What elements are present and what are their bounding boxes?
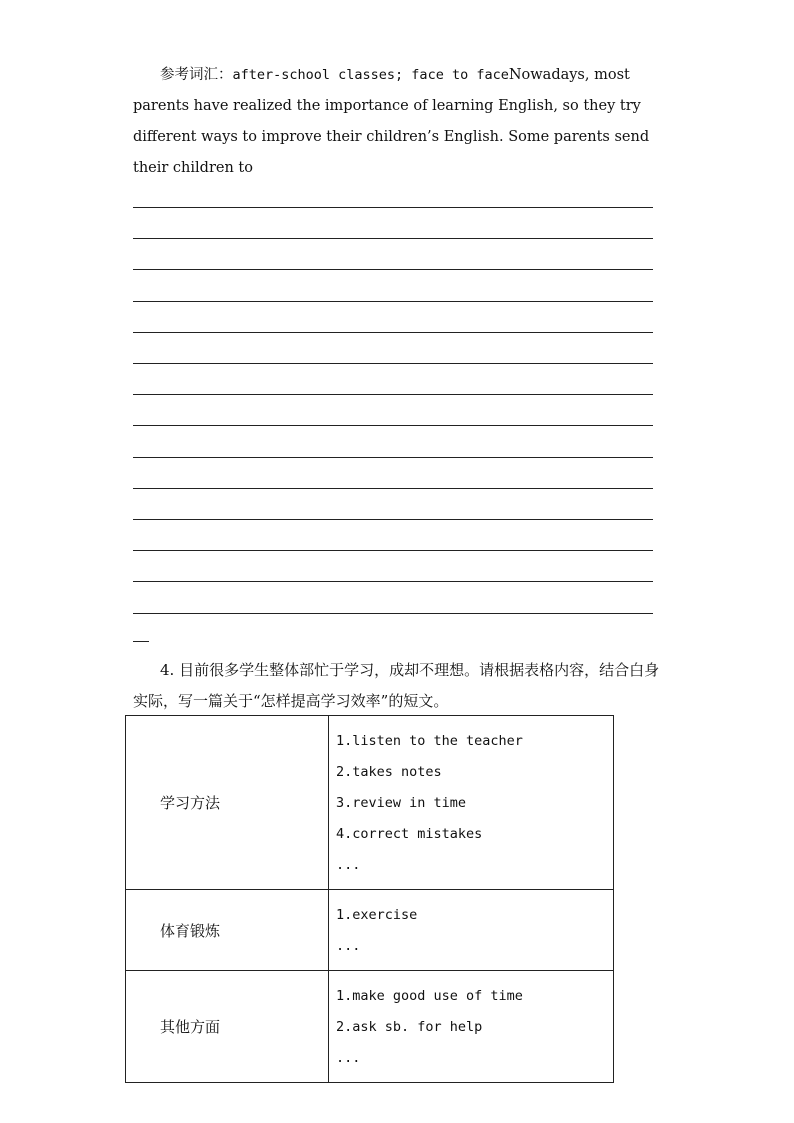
answer-line <box>133 363 653 364</box>
table-item: 4.correct mistakes <box>336 826 483 842</box>
table-item: 1.make good use of time <box>336 988 523 1004</box>
answer-line <box>133 207 653 208</box>
answer-line <box>133 269 653 270</box>
table-category: 体育锻炼 <box>126 890 329 971</box>
table-items <box>329 971 614 1083</box>
table-item: ... <box>336 938 361 954</box>
answer-line <box>133 457 653 458</box>
table-item: 2.ask sb. for help <box>336 1019 483 1035</box>
table-item: ... <box>336 857 361 873</box>
answer-line <box>133 550 653 551</box>
table-items <box>329 716 614 890</box>
table-items <box>329 890 614 971</box>
answer-line <box>133 425 653 426</box>
table-item: ... <box>336 1050 361 1066</box>
answer-line <box>133 488 653 489</box>
table-item: 3.review in time <box>336 795 467 811</box>
table-category: 学习方法 <box>126 716 329 890</box>
vocab-list: after-school classes; face to face <box>232 67 509 83</box>
answer-line <box>133 332 653 333</box>
task-text: 目前很多学生整体部忙于学习，成却不理想。请根据表格内容，结合白身实际，写一篇关于“怎样提高学习效率”的短文。 <box>133 661 660 710</box>
prompt-text: Nowadays, most parents have realized the importance of learning English, so they try different ways to improve their children’s English. Some parents send their children to <box>133 67 650 176</box>
answer-line-end <box>133 641 149 642</box>
prompt-paragraph <box>133 60 673 184</box>
table-item: 2.takes notes <box>336 764 442 780</box>
answer-line <box>133 301 653 302</box>
task-number: 4. <box>160 661 175 679</box>
answer-line <box>133 519 653 520</box>
table-item: 1.listen to the teacher <box>336 733 523 749</box>
table-item: 1.exercise <box>336 907 418 923</box>
table-row <box>126 716 614 890</box>
table-category: 其他方面 <box>126 971 329 1083</box>
answer-line <box>133 394 653 395</box>
vocab-label: 参考词汇： <box>160 67 233 83</box>
answer-line <box>133 238 653 239</box>
table-row <box>126 971 614 1083</box>
answer-line <box>133 613 653 614</box>
study-table <box>125 715 614 1083</box>
answer-line <box>133 581 653 582</box>
task-4 <box>133 655 673 717</box>
table-row <box>126 890 614 971</box>
